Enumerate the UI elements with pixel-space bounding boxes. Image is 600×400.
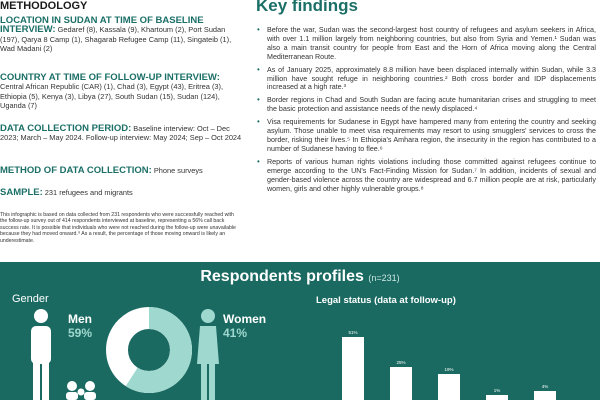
legal-status-bar-label: 4% <box>541 384 549 390</box>
legal-status-bar <box>390 367 412 400</box>
key-finding-item: • Reports of various human rights violations including those committed against refugees continue to emerge according to the UN's Fact-Finding Mission for Sudan.⁷ In addition, incidents of sexual and gender-based violence across the country are widespread and 6.7 million people are at risk, particularly women, girls and other highly vulnerable groups.⁸ <box>256 158 596 194</box>
key-findings-list <box>256 26 596 197</box>
period-title: DATA COLLECTION PERIOD: <box>0 123 132 134</box>
key-finding-item: • As of January 2025, approximately 8.8 million have been displaced internally within Sudan, while 3.3 million have sought refuge in neighboring countries.² Both cross border and IDP displacements increased at a high rate.³ <box>256 66 596 93</box>
family-icon <box>64 380 100 400</box>
respondents-title-text: Respondents profiles <box>200 268 364 285</box>
method-block <box>0 166 244 175</box>
location-title: LOCATION IN SUDAN AT TIME OF BASELINE INTERVIEW: <box>0 15 204 36</box>
men-stat <box>68 312 92 340</box>
respondents-title <box>0 268 600 286</box>
location-text: Gedaref (8), Kassala (9), Khartoum (2), Port Sudan (197), Qarya 8 Camp (1), Shagarab Refugee Camp (11), Singateib (1), Wad Madani (2) <box>0 25 232 54</box>
legal-status-bar-label: 25% <box>396 359 406 365</box>
sample-title: SAMPLE: <box>0 187 43 198</box>
legal-status-bar <box>534 391 556 400</box>
legal-status-bar-label: 19% <box>444 366 454 372</box>
legal-status-bar <box>438 374 460 400</box>
key-finding-item: • Before the war, Sudan was the second-largest host country of refugees and asylum seekers in Africa, with over 1.1 million largely from neighboring countries, but also from Syria and Yemen.¹ Sudan was also a main transit country for people from East and the Horn of Africa moving along the Central Mediterranean Route. <box>256 26 596 62</box>
legal-status-bar-label: 1% <box>493 387 501 393</box>
methodology-title: METHODOLOGY <box>0 0 88 12</box>
legal-status-title: Legal status (data at follow-up) <box>316 295 456 306</box>
men-pct: 59% <box>68 326 93 340</box>
men-label: Men <box>68 312 92 326</box>
women-stat <box>223 312 266 340</box>
period-block <box>0 124 244 143</box>
women-pct: 41% <box>223 326 248 340</box>
sample-block <box>0 188 244 197</box>
gender-label: Gender <box>12 293 49 305</box>
key-findings-column <box>248 0 600 262</box>
country-block <box>0 73 244 111</box>
key-findings-title: Key findings <box>256 0 359 15</box>
gender-donut-chart <box>103 304 195 396</box>
country-title: COUNTRY AT TIME OF FOLLOW-UP INTERVIEW: <box>0 72 220 83</box>
man-icon <box>28 308 54 400</box>
methodology-column <box>0 0 244 262</box>
method-title: METHOD OF DATA COLLECTION: <box>0 165 152 176</box>
sample-text: 231 refugees and migrants <box>42 188 133 197</box>
location-block <box>0 16 244 54</box>
period-text: Baseline interview: Oct – Dec 2023; March – May 2024. Follow-up interview: May 2024; Sep – Oct 2024 <box>0 124 242 143</box>
legal-status-bar <box>342 337 364 400</box>
methodology-note: This infographic is based on data collected from 231 respondents who were successfully reached with the follow-up survey out of 414 respondents interviewed at baseline, representing a 56% call back success rate. It is possible that individuals who were not reached during the follow-up were unavailable because they had moved onward.⁹ As a result, the percentage of those moving onward is likely an underestimate. <box>0 212 236 244</box>
legal-status-chart <box>336 318 576 400</box>
respondents-count: (n=231) <box>368 273 400 283</box>
method-text: Phone surveys <box>151 166 203 175</box>
women-label: Women <box>223 312 267 326</box>
key-finding-item: • Border regions in Chad and South Sudan are facing acute humanitarian crises and struggling to meet the basic protection and assistance needs of the newly displaced.⁴ <box>256 96 596 114</box>
legal-status-bar <box>486 395 508 400</box>
legal-status-bar-label: 51% <box>348 329 358 335</box>
woman-icon <box>196 308 220 400</box>
respondents-panel <box>0 262 600 400</box>
country-text: Central African Republic (CAR) (1), Chad (3), Egypt (43), Eritrea (3), Ethiopia (5), Kenya (3), Libya (27), South Sudan (15), Sudan (124), Uganda (7) <box>0 82 224 111</box>
key-finding-item: • Visa requirements for Sudanese in Egypt have hampered many from entering the country and seeking asylum. Those unable to meet visa requirements may resort to using smugglers' services to cross the border, risking their lives.⁵ In Ethiopia's Amhara region, the insecurity in the region has contributed to a number of Sudanese having to flee.⁶ <box>256 118 596 154</box>
